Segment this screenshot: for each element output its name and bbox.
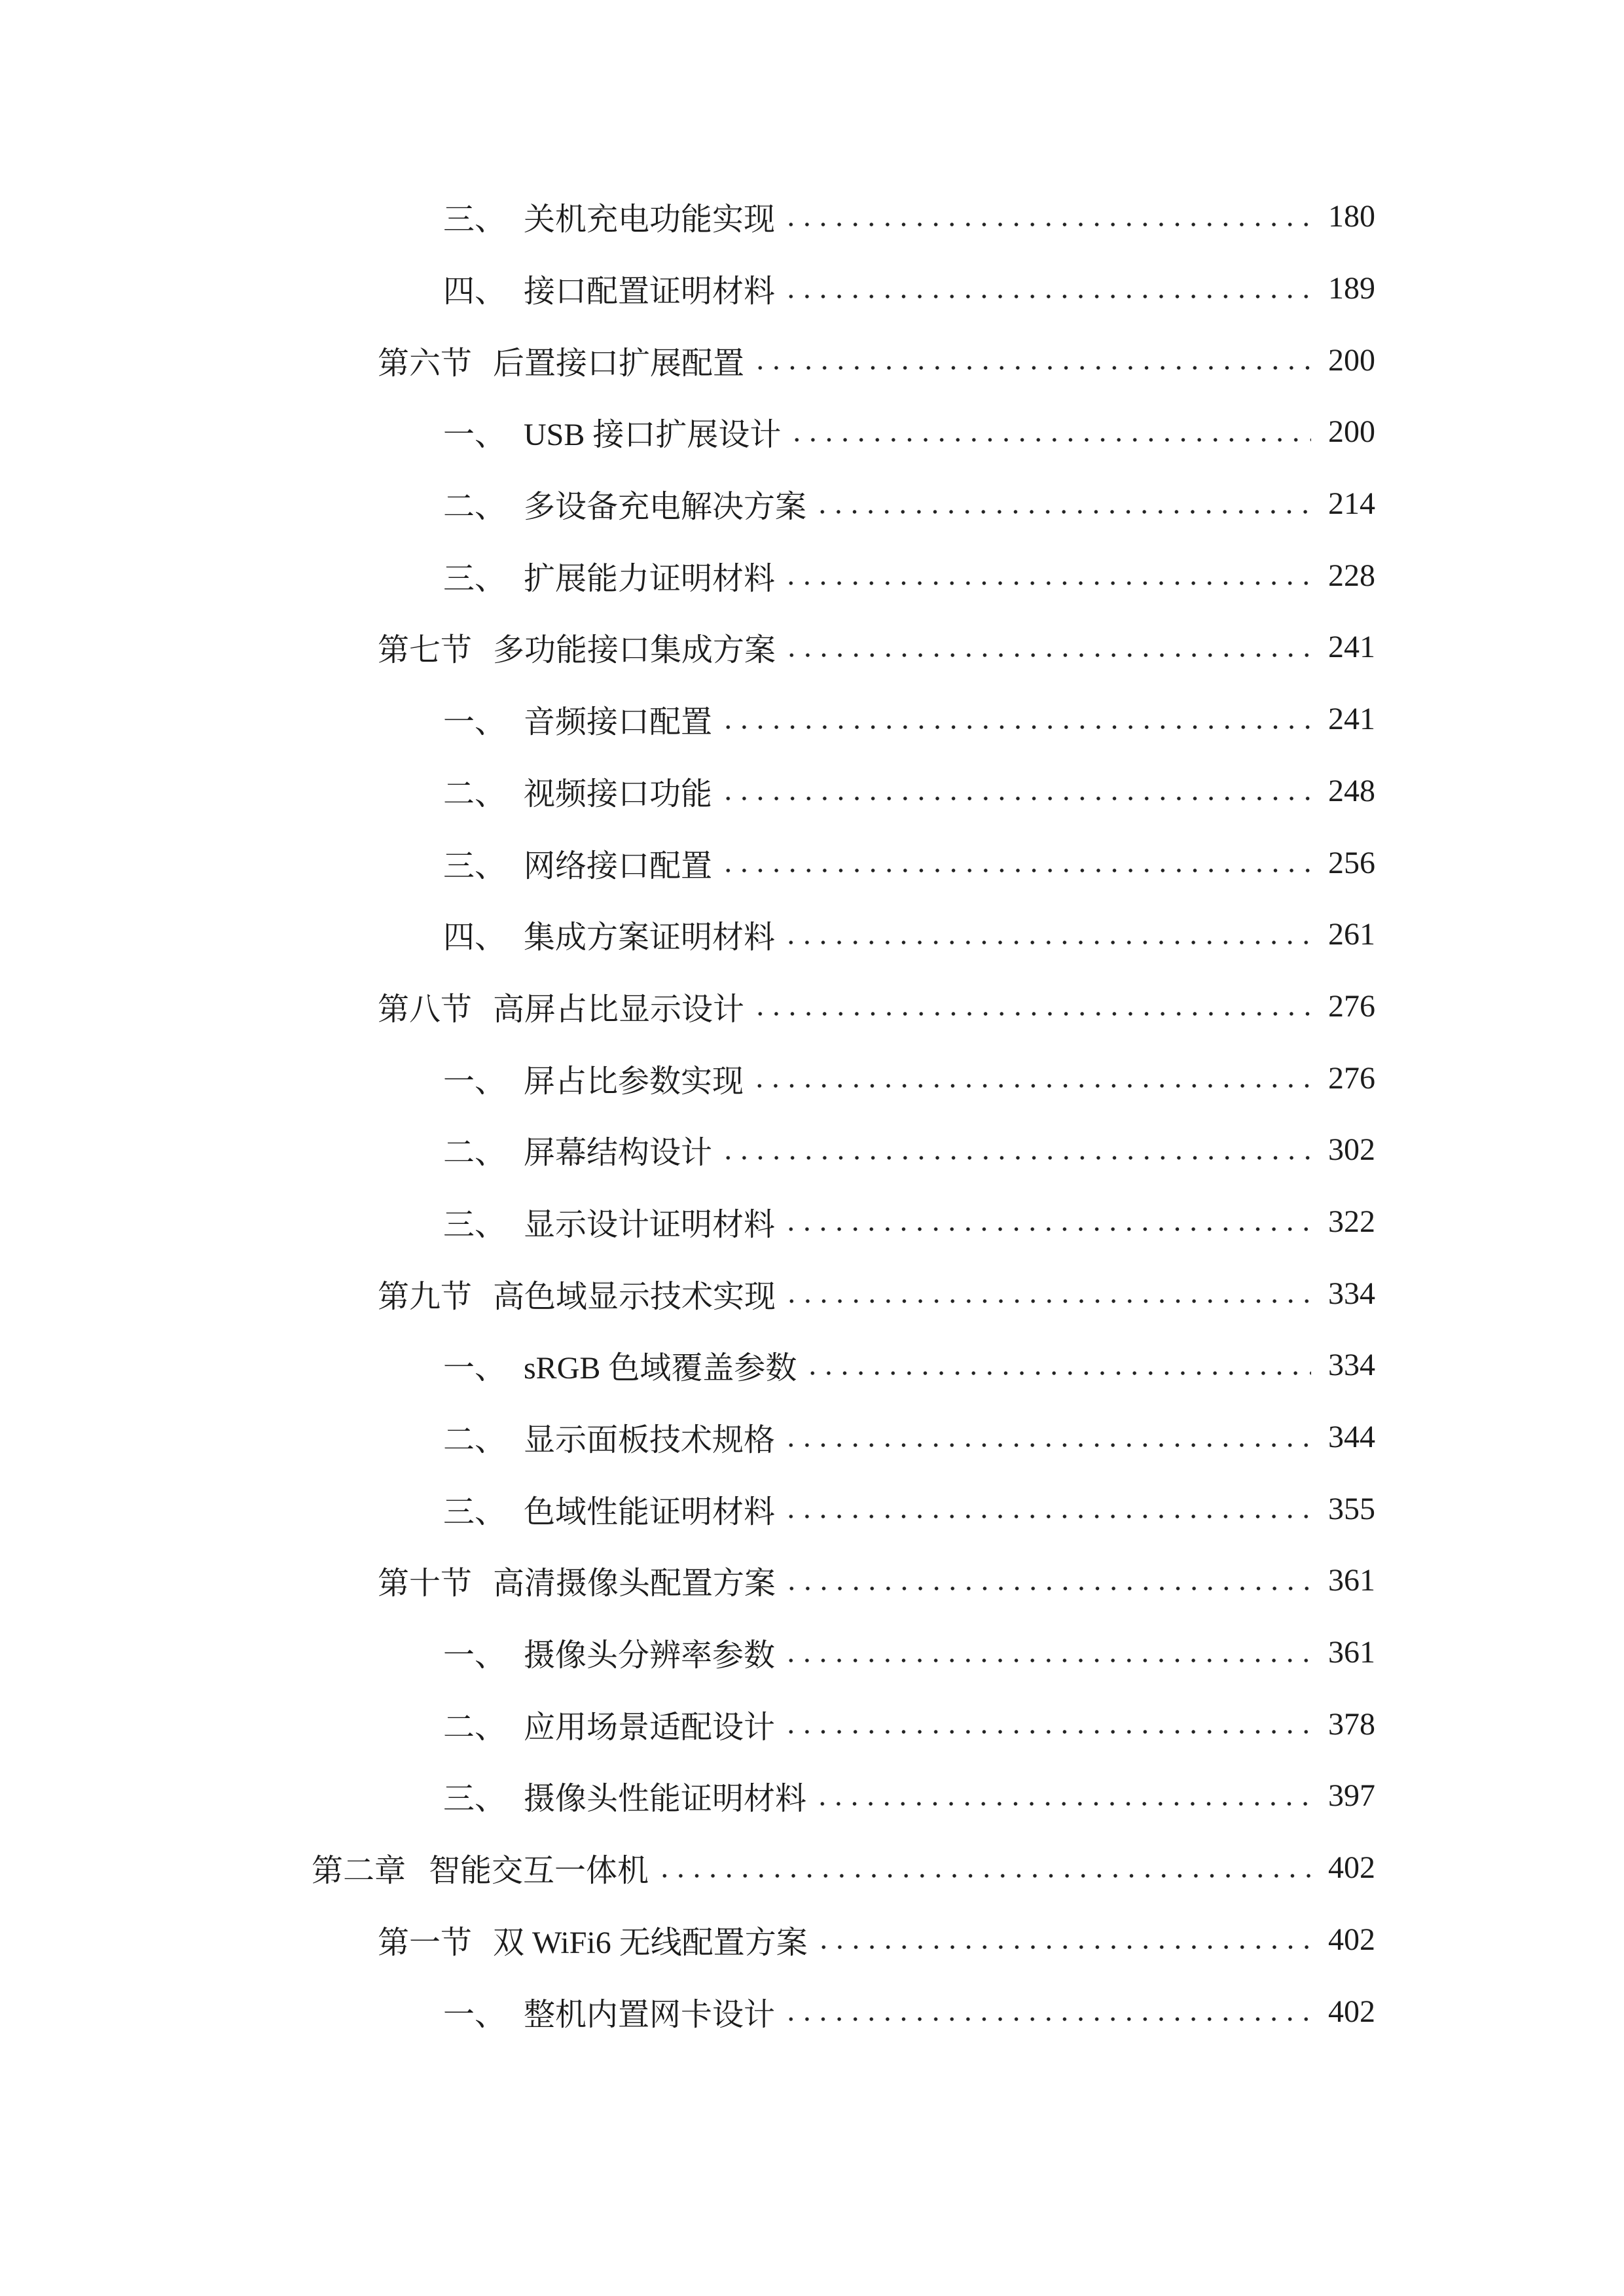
toc-entry-page: 334 <box>1328 1276 1375 1311</box>
dot-leader <box>720 864 1311 877</box>
toc-entry <box>0 1042 1375 1114</box>
toc-entry-number: 一、 <box>443 1351 507 1386</box>
toc-entry-page: 402 <box>1328 1994 1375 2029</box>
toc-entry <box>0 181 1375 253</box>
dot-leader <box>789 433 1311 446</box>
toc-entry-title: 智能交互一体机 <box>429 1854 649 1889</box>
toc-entry-number: 一、 <box>443 1997 507 2032</box>
toc-entry-title: 显示面板技术规格 <box>524 1423 776 1458</box>
toc-entry-title: 高清摄像头配置方案 <box>493 1566 776 1602</box>
toc-entry-number: 第七节 <box>378 633 473 668</box>
toc-entry-title: 多功能接口集成方案 <box>493 633 776 668</box>
toc-entry-title: 双 WiFi6 无线配置方案 <box>493 1925 808 1960</box>
toc-entry-page: 355 <box>1328 1491 1375 1526</box>
dot-leader <box>783 218 1311 231</box>
dot-leader <box>783 1223 1311 1236</box>
toc-entry-number: 四、 <box>443 274 507 310</box>
toc-entry <box>0 253 1375 325</box>
dot-leader <box>784 1582 1311 1595</box>
toc-entry-number: 三、 <box>443 1494 507 1530</box>
dot-leader <box>784 1295 1311 1308</box>
toc-entry <box>0 827 1375 899</box>
toc-entry-title: 网络接口配置 <box>524 848 713 884</box>
dot-leader <box>804 1367 1311 1380</box>
toc-entry-number: 四、 <box>443 920 507 956</box>
toc-entry-title: 后置接口扩展配置 <box>493 346 745 381</box>
dot-leader <box>720 721 1311 734</box>
toc-entry-title: 关机充电功能实现 <box>524 202 776 238</box>
toc-entry-title: 摄像头分辨率参数 <box>524 1638 776 1674</box>
dot-leader <box>783 1439 1311 1452</box>
toc-entry-title: USB 接口扩展设计 <box>524 418 782 453</box>
dot-leader <box>814 505 1311 518</box>
toc-entry <box>0 1975 1375 2047</box>
dot-leader <box>752 361 1311 374</box>
toc-entry-page: 402 <box>1328 1850 1375 1886</box>
toc-entry-number: 二、 <box>443 1423 507 1458</box>
toc-entry-page: 180 <box>1328 199 1375 234</box>
toc-entry-page: 302 <box>1328 1132 1375 1168</box>
toc-entry <box>0 1617 1375 1689</box>
dot-leader <box>783 290 1311 303</box>
toc-entry-page: 261 <box>1328 917 1375 952</box>
table-of-contents <box>0 181 1375 2047</box>
toc-entry-page: 361 <box>1328 1635 1375 1670</box>
toc-entry-page: 378 <box>1328 1706 1375 1742</box>
toc-entry-number: 二、 <box>443 490 507 525</box>
toc-entry <box>0 468 1375 540</box>
dot-leader <box>783 1725 1311 1738</box>
toc-entry-number: 第二章 <box>312 1854 406 1889</box>
toc-entry-page: 344 <box>1328 1420 1375 1455</box>
toc-section <box>0 1545 1375 1617</box>
toc-entry <box>0 1329 1375 1401</box>
toc-section <box>0 971 1375 1043</box>
toc-section <box>0 324 1375 396</box>
toc-entry-page: 256 <box>1328 845 1375 880</box>
toc-entry-number: 二、 <box>443 1136 507 1171</box>
toc-entry <box>0 1114 1375 1186</box>
toc-entry <box>0 755 1375 827</box>
dot-leader <box>783 577 1311 590</box>
toc-entry-title: 显示设计证明材料 <box>524 1207 776 1242</box>
toc-entry-page: 334 <box>1328 1348 1375 1383</box>
dot-leader <box>783 1510 1311 1523</box>
toc-entry <box>0 683 1375 755</box>
dot-leader <box>657 1869 1311 1882</box>
toc-entry <box>0 539 1375 611</box>
toc-entry-title: 高屏占比显示设计 <box>493 992 745 1027</box>
dot-leader <box>751 1079 1311 1092</box>
toc-entry-title: 集成方案证明材料 <box>524 920 776 956</box>
toc-entry-title: 屏占比参数实现 <box>524 1064 744 1099</box>
toc-entry-page: 241 <box>1328 702 1375 737</box>
toc-entry-number: 第一节 <box>378 1925 473 1960</box>
toc-entry-page: 322 <box>1328 1204 1375 1239</box>
toc-entry-number: 三、 <box>443 848 507 884</box>
dot-leader <box>783 936 1311 949</box>
toc-entry <box>0 1473 1375 1545</box>
toc-entry-page: 241 <box>1328 630 1375 665</box>
dot-leader <box>784 649 1311 662</box>
toc-section <box>0 611 1375 683</box>
toc-entry-title: 色域性能证明材料 <box>524 1494 776 1530</box>
toc-entry-title: 多设备充电解决方案 <box>524 490 807 525</box>
toc-entry-number: 三、 <box>443 1207 507 1242</box>
toc-entry-page: 248 <box>1328 773 1375 808</box>
toc-entry-number: 一、 <box>443 705 507 740</box>
dot-leader <box>783 2013 1311 2026</box>
toc-entry-number: 二、 <box>443 1710 507 1745</box>
toc-entry-page: 189 <box>1328 271 1375 306</box>
toc-entry <box>0 396 1375 468</box>
toc-entry-title: 音频接口配置 <box>524 705 713 740</box>
toc-entry-title: 扩展能力证明材料 <box>524 561 776 596</box>
toc-entry-number: 一、 <box>443 1638 507 1674</box>
toc-entry <box>0 1688 1375 1760</box>
dot-leader <box>816 1941 1311 1954</box>
toc-entry-page: 276 <box>1328 1060 1375 1096</box>
toc-section <box>0 1904 1375 1976</box>
toc-entry-title: 摄像头性能证明材料 <box>524 1782 807 1817</box>
toc-entry-page: 200 <box>1328 414 1375 450</box>
toc-entry-number: 第八节 <box>378 992 473 1027</box>
toc-entry <box>0 1401 1375 1473</box>
toc-entry-title: 视频接口功能 <box>524 776 713 812</box>
toc-entry-page: 228 <box>1328 558 1375 593</box>
toc-section <box>0 1257 1375 1329</box>
toc-entry-number: 第九节 <box>378 1279 473 1314</box>
dot-leader <box>720 792 1311 805</box>
toc-entry-page: 402 <box>1328 1922 1375 1957</box>
toc-entry-number: 第十节 <box>378 1566 473 1602</box>
toc-entry-page: 397 <box>1328 1778 1375 1814</box>
toc-entry-number: 一、 <box>443 418 507 453</box>
toc-entry <box>0 1760 1375 1832</box>
toc-entry-number: 三、 <box>443 202 507 238</box>
toc-chapter <box>0 1832 1375 1904</box>
dot-leader <box>752 1007 1311 1020</box>
toc-entry-page: 276 <box>1328 988 1375 1024</box>
dot-leader <box>783 1654 1311 1667</box>
toc-entry-title: 高色域显示技术实现 <box>493 1279 776 1314</box>
toc-entry-number: 一、 <box>443 1064 507 1099</box>
dot-leader <box>814 1797 1311 1810</box>
toc-entry-number: 三、 <box>443 1782 507 1817</box>
toc-entry-title: 接口配置证明材料 <box>524 274 776 310</box>
toc-entry-title: 整机内置网卡设计 <box>524 1997 776 2032</box>
toc-entry-number: 第六节 <box>378 346 473 381</box>
toc-entry-title: 屏幕结构设计 <box>524 1136 713 1171</box>
toc-entry-page: 214 <box>1328 486 1375 522</box>
toc-entry-page: 361 <box>1328 1563 1375 1598</box>
dot-leader <box>720 1151 1311 1164</box>
toc-entry-number: 三、 <box>443 561 507 596</box>
toc-entry <box>0 899 1375 971</box>
toc-entry <box>0 1186 1375 1258</box>
toc-entry-title: 应用场景适配设计 <box>524 1710 776 1745</box>
toc-entry-number: 二、 <box>443 776 507 812</box>
toc-entry-title: sRGB 色域覆盖参数 <box>524 1351 797 1386</box>
toc-entry-page: 200 <box>1328 342 1375 378</box>
